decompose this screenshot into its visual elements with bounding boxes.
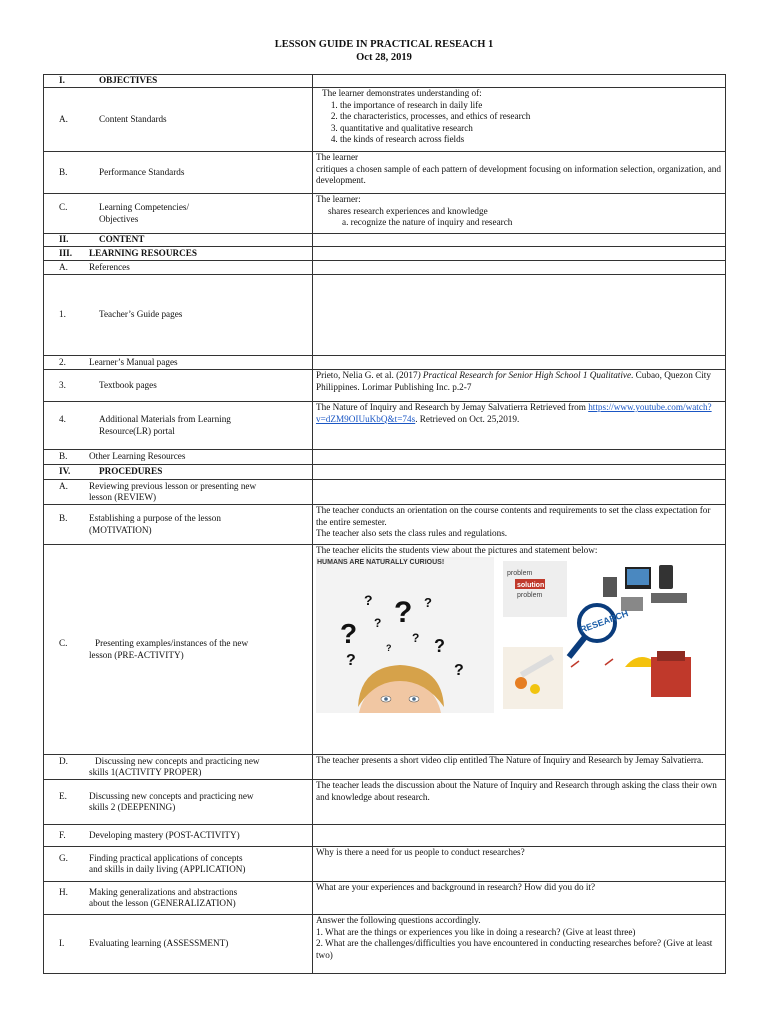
section-procedures: IV. PROCEDURES bbox=[44, 465, 313, 480]
collage-word-problem: problem bbox=[507, 569, 533, 577]
table-row bbox=[44, 75, 726, 88]
pre-activity-cell: The teacher elicits the students view about the pictures and statement below: HUMANS ARE NATURALLY CURIOUS! ? ? ? ? ? ? ? ? ? ? problem problem solution RESEARCH bbox=[313, 545, 726, 755]
svg-text:?: ? bbox=[394, 595, 413, 629]
assessment-cell: Answer the following questions accordingly. 1. What are the things or experiences you like in doing a research? (Give at least three) 2. What are the challenges/difficulties you have encountered in conducting researches before? (Give at least two) bbox=[313, 915, 726, 974]
table-row: 3. Textbook pages Prieto, Nelia G. et al. (2017) Practical Research for Senior High School 1 Qualitative. Cubao, Quezon City Philippines. Lorimar Publishing Inc. p.2-7 bbox=[44, 370, 726, 402]
svg-text:?: ? bbox=[454, 661, 464, 679]
svg-text:?: ? bbox=[340, 617, 358, 649]
table-row: H. Making generalizations and abstractions about the lesson (GENERALIZATION) What are your experiences and background in research? How did you do it? bbox=[44, 882, 726, 915]
table-row: B. Other Learning Resources bbox=[44, 450, 726, 465]
section-content: II. CONTENT bbox=[44, 234, 313, 247]
svg-text:?: ? bbox=[364, 591, 373, 608]
table-row: G. Finding practical applications of concepts and skills in daily living (APPLICATION) Why is there a need for us people to conduct researches? bbox=[44, 847, 726, 882]
image-caption: HUMANS ARE NATURALLY CURIOUS! bbox=[317, 558, 445, 566]
list-item: 2. the characteristics, processes, and ethics of research bbox=[340, 111, 722, 123]
section-objectives: I. OBJECTIVES bbox=[44, 75, 313, 88]
content-standards-cell: The learner demonstrates understanding of: 1. the importance of research in daily life 2. the characteristics, processes, and ethics of research 3. quantitative and qualitative research 4. the kinds of research across fields bbox=[313, 88, 726, 152]
table-row: 2. Learner’s Manual pages bbox=[44, 356, 726, 370]
table-row: B. Establishing a purpose of the lesson (MOTIVATION) The teacher conducts an orientation on the course contents and requirements to set the class expectation for the entire semester. The teacher also sets the class rules and regulations. bbox=[44, 505, 726, 545]
svg-text:?: ? bbox=[386, 642, 392, 653]
research-collage-image bbox=[501, 557, 699, 713]
table-row bbox=[44, 88, 726, 152]
table-row: I. Evaluating learning (ASSESSMENT) Answer the following questions accordingly. 1. What are the things or experiences you like in doing a research? (Give at least three) 2. What are the challenges/difficulties you have encountered in conducting researches before? (Give at least two) bbox=[44, 915, 726, 974]
table-row: E. Discussing new concepts and practicing new skills 2 (DEEPENING) The teacher leads the discussion about the Nature of Inquiry and Research through asking the class their own and knowledge about research. bbox=[44, 780, 726, 825]
table-row: C. Learning Competencies/ Objectives The learner: shares research experiences and knowledge a. recognize the nature of inquiry and research bbox=[44, 194, 726, 234]
table-row bbox=[44, 247, 726, 261]
svg-text:?: ? bbox=[346, 651, 356, 669]
list-item: 1. the importance of research in daily life bbox=[340, 100, 722, 112]
lesson-table bbox=[43, 74, 726, 974]
table-row: B. Performance Standards The learner critiques a chosen sample of each pattern of development focusing on information selection, organization, and development. bbox=[44, 152, 726, 194]
document-title: LESSON GUIDE IN PRACTICAL RESEACH 1 bbox=[274, 39, 494, 50]
table-row: A. Reviewing previous lesson or presenting new lesson (REVIEW) bbox=[44, 480, 726, 505]
list-item: 4. the kinds of research across fields bbox=[340, 134, 722, 146]
table-row bbox=[44, 465, 726, 480]
table-row: 4. Additional Materials from Learning Resource(LR) portal The Nature of Inquiry and Research by Jemay Salvatierra Retrieved from https://www.youtube.com/watch?v=dZM9OIUuKbQ&t=74s. Retrieved on Oct. 25,2019. bbox=[44, 402, 726, 450]
table-row: 1. Teacher’s Guide pages bbox=[44, 275, 726, 356]
svg-text:?: ? bbox=[374, 615, 382, 630]
row-label: A. Content Standards bbox=[44, 88, 313, 152]
table-row bbox=[44, 234, 726, 247]
content-standards-list bbox=[316, 100, 722, 146]
svg-text:?: ? bbox=[412, 630, 420, 645]
collage-word-solution: solution bbox=[517, 581, 545, 589]
document-date: Oct 28, 2019 bbox=[356, 52, 412, 63]
competencies-cell: The learner: shares research experiences and knowledge a. recognize the nature of inquiry and research bbox=[313, 194, 726, 234]
section-learning-resources: III. LEARNING RESOURCES bbox=[44, 247, 313, 261]
performance-standards-cell: The learner critiques a chosen sample of each pattern of development focusing on information selection, organization, and development. bbox=[313, 152, 726, 194]
curious-woman-image bbox=[316, 557, 494, 713]
list-item: 3. quantitative and qualitative research bbox=[340, 123, 722, 135]
collage-word-problem-2: problem bbox=[517, 591, 543, 599]
table-row: D. Discussing new concepts and practicing new skills 1(ACTIVITY PROPER) The teacher presents a short video clip entitled The Nature of Inquiry and Research by Jemay Salvatierra. bbox=[44, 755, 726, 780]
video-link[interactable]: https://www.youtube.com/watch?v=dZM9OIUuKbQ&t=74s bbox=[316, 402, 712, 424]
textbook-citation: Prieto, Nelia G. et al. (2017) Practical Research for Senior High School 1 Qualitative. Cubao, Quezon City Philippines. Lorimar Publishing Inc. p.2-7 bbox=[313, 370, 726, 402]
table-row: F. Developing mastery (POST-ACTIVITY) bbox=[44, 825, 726, 847]
collage-research-word: RESEARCH bbox=[579, 607, 630, 635]
additional-materials-cell: The Nature of Inquiry and Research by Jemay Salvatierra Retrieved from https://www.youtube.com/watch?v=dZM9OIUuKbQ&t=74s. Retrieved on Oct. 25,2019. bbox=[313, 402, 726, 450]
svg-text:?: ? bbox=[434, 635, 445, 656]
table-row: C. Presenting examples/instances of the new lesson (PRE-ACTIVITY) The teacher elicits the students view about the pictures and statement below: HUMANS ARE NATURALLY CURIOUS! ? ? ? ? ? ? ? ? ? ? problem problem solution RESEARCH bbox=[44, 545, 726, 755]
table-row: A. References bbox=[44, 261, 726, 275]
svg-text:?: ? bbox=[424, 594, 432, 610]
